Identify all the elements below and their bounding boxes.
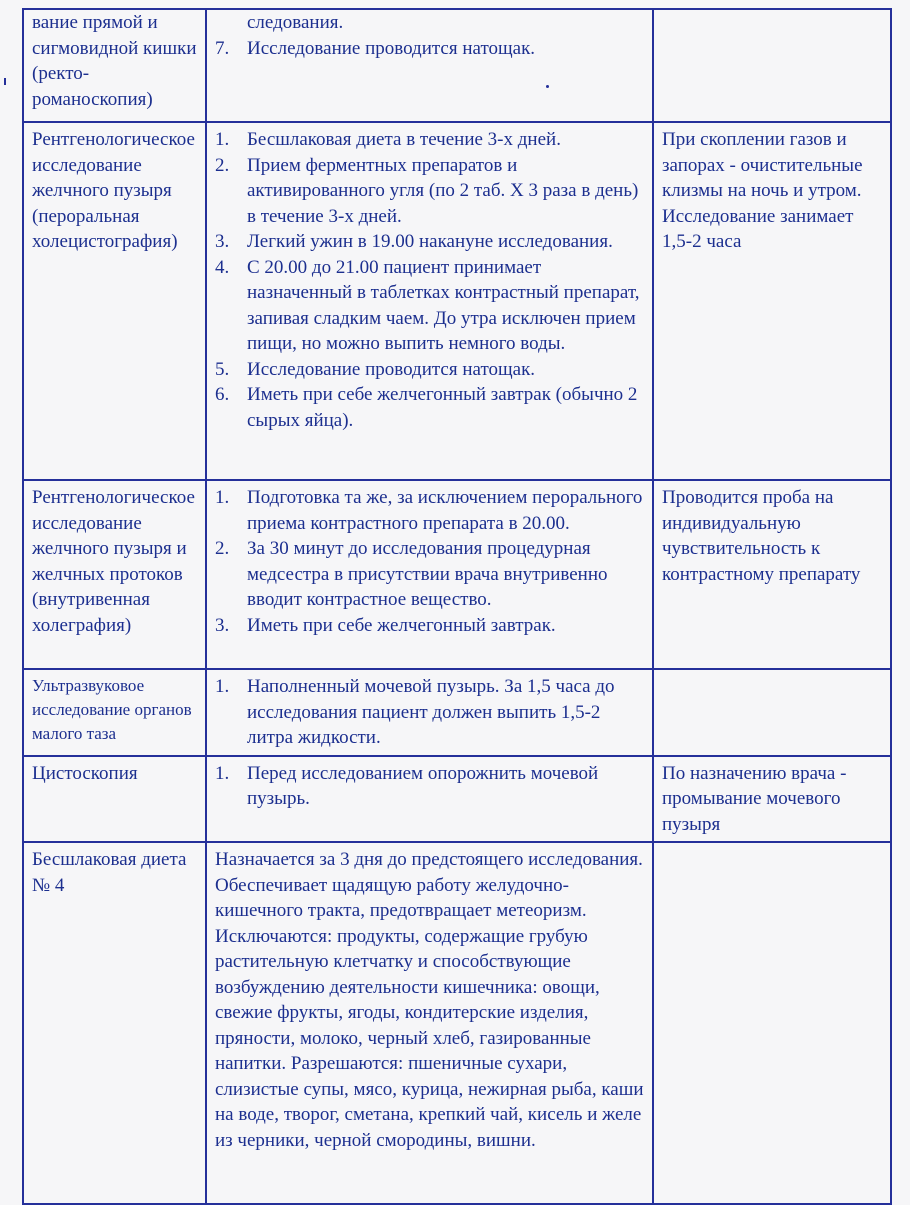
step-text: Наполненный мочевой пузырь. За 1,5 часа до исследования пациент должен выпить 1,5-2 литра жидкости. xyxy=(247,676,615,748)
step-number: 6. xyxy=(215,384,230,405)
step-number: 3. xyxy=(215,614,230,636)
step-number: 2. xyxy=(215,538,230,559)
note-cell: По назначению врача - промывание мочевого пузыря xyxy=(653,756,891,843)
step-number: 2. xyxy=(215,154,230,176)
step-text: Прием ферментных препаратов и активированного угля (по 2 таб. Х 3 раза в день) в течение 3-х дней. xyxy=(247,154,639,227)
preparation-table xyxy=(22,8,892,1205)
exam-name-cell: Ультразвуковое исследование органов малого таза xyxy=(23,669,206,756)
step-text: Исследование проводится натощак. xyxy=(247,37,536,59)
table-row xyxy=(23,669,891,756)
step-text: Иметь при себе желчегонный завтрак. xyxy=(247,614,556,636)
steps-cell xyxy=(206,122,653,480)
exam-name-cell: Цистоскопия xyxy=(23,756,206,843)
steps-cell xyxy=(206,9,653,122)
note-cell: Проводится проба на индивидуальную чувствительность к контрастному препарату xyxy=(653,480,891,669)
margin-mark xyxy=(4,78,6,85)
steps-list xyxy=(215,485,644,638)
step-number: 5. xyxy=(215,358,230,380)
table-row xyxy=(23,480,891,669)
steps-cell xyxy=(206,669,653,756)
table-row xyxy=(23,842,891,1204)
list-item xyxy=(215,255,644,357)
step-number xyxy=(215,10,247,36)
list-item xyxy=(215,357,644,383)
note-cell: При скоплении газов и запорах - очистительные клизмы на ночь и утром. Исследование занимает 1,5-2 часа xyxy=(653,122,891,480)
step-text: За 30 минут до исследования процедурная медсестра в присутствии врача внутривенно вводит контрастное вещество. xyxy=(247,538,608,610)
step-text: следования. xyxy=(247,12,344,33)
exam-name-cell: Рентгенологическое исследование желчного пузыря и желчных протоков (внутривенная холеграфия) xyxy=(23,480,206,669)
diet-description-cell xyxy=(206,842,653,1204)
list-item xyxy=(215,127,644,153)
step-text: Легкий ужин в 19.00 накануне исследования. xyxy=(247,231,613,252)
step-number: 1. xyxy=(215,129,230,150)
step-number: 7. xyxy=(215,37,230,59)
steps-list xyxy=(215,674,644,751)
steps-cell xyxy=(206,756,653,843)
step-text: Перед исследованием опорожнить мочевой пузырь. xyxy=(247,762,599,809)
steps-list xyxy=(215,10,644,61)
table-row xyxy=(23,9,891,122)
step-number: 1. xyxy=(215,762,230,784)
exam-name-cell: Бесшлаковая диета № 4 xyxy=(23,842,206,1204)
steps-list xyxy=(215,761,644,812)
steps-cell xyxy=(206,480,653,669)
table-row xyxy=(23,756,891,843)
list-item xyxy=(215,153,644,230)
note-cell xyxy=(653,9,891,122)
note-cell xyxy=(653,669,891,756)
list-item xyxy=(215,613,644,639)
list-item xyxy=(215,382,644,433)
step-number: 1. xyxy=(215,487,230,508)
exam-name-cell: Рентгенологическое исследование желчного пузыря (пероральная холецистография) xyxy=(23,122,206,480)
step-text: Бесшлаковая диета в течение 3-х дней. xyxy=(247,129,561,150)
steps-list xyxy=(215,127,644,433)
list-item xyxy=(215,761,644,812)
step-text: С 20.00 до 21.00 пациент принимает назначенный в таблетках контрастный препарат, запивая сладким чаем. До утра исключен прием пищи, но можно выпить немного воды. xyxy=(247,256,640,354)
list-item xyxy=(215,10,644,36)
diet-description: Назначается за 3 дня до предстоящего исследования. Обеспечивает щадящую работу желудочно-кишечного тракта, предотвращает метеоризм. Исключаются: продукты, содержащие грубую растительную клетчатку и способствующие возбуждению деятельности кишечника: овощи, свежие фрукты, ягоды, кондитерские изделия, пряности, молоко, черный хлеб, газированные напитки. Разрешаются: пшеничные сухари, слизистые супы, мясо, курица, нежирная рыба, каши на воде, творог, сметана, крепкий чай, кисель и желе из черники, черной смородины, вишни. xyxy=(215,849,644,1151)
table-row xyxy=(23,122,891,480)
step-number: 3. xyxy=(215,231,230,252)
step-number: 4. xyxy=(215,256,230,278)
step-text: Подготовка та же, за исключением перорального приема контрастного препарата в 20.00. xyxy=(247,487,643,534)
list-item xyxy=(215,36,644,62)
exam-name-cell: вание прямой и сигмовидной кишки (ректо-романоскопия) xyxy=(23,9,206,122)
step-number: 1. xyxy=(215,676,230,697)
list-item xyxy=(215,674,644,751)
list-item xyxy=(215,536,644,613)
list-item xyxy=(215,485,644,536)
step-text: Иметь при себе желчегонный завтрак (обычно 2 сырых яйца). xyxy=(247,384,638,431)
list-item xyxy=(215,229,644,255)
note-cell xyxy=(653,842,891,1204)
step-text: Исследование проводится натощак. xyxy=(247,358,536,380)
